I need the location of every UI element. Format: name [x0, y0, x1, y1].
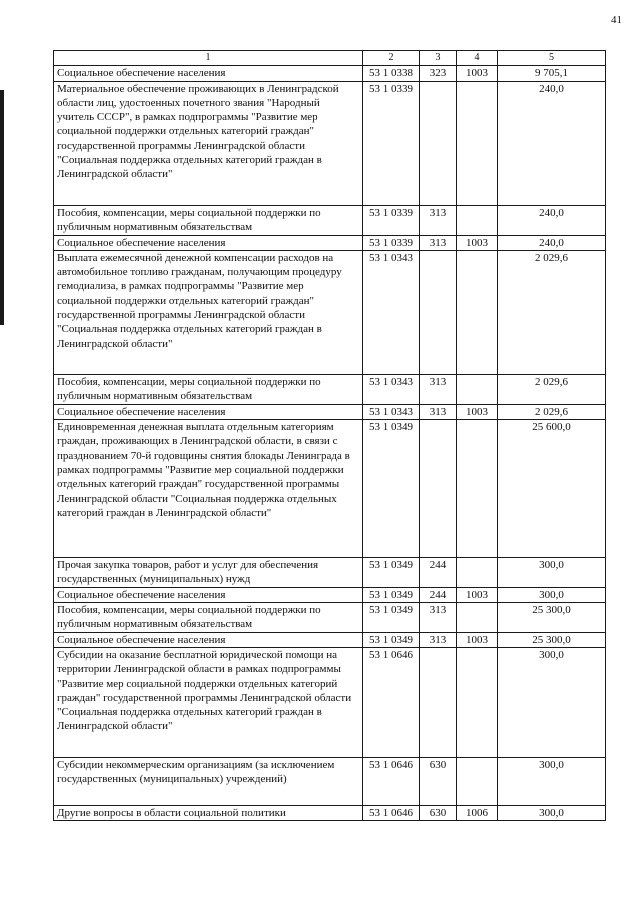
row-name: Социальное обеспечение населения — [54, 632, 363, 647]
row-sum: 240,0 — [498, 235, 606, 250]
row-rz: 1003 — [457, 66, 498, 81]
table-row — [54, 805, 606, 820]
row-sum: 300,0 — [498, 647, 606, 757]
row-rz — [457, 757, 498, 805]
row-name: Единовременная денежная выплата отдельным категориям граждан, проживающих в Ленинградской области, в связи с празднованием 70-й годовщины снятия блокады Ленинграда в рамках подпрограммы "Развитие мер социальной поддержки отдельных категорий граждан" государственной программы Ленинградской области "Социальная поддержка отдельных категорий граждан в Ленинградской области" — [54, 420, 363, 558]
row-code: 53 1 0349 — [363, 420, 420, 558]
row-name: Другие вопросы в области социальной политики — [54, 805, 363, 820]
row-rz: 1003 — [457, 404, 498, 419]
row-code: 53 1 0646 — [363, 647, 420, 757]
row-sum: 240,0 — [498, 205, 606, 235]
row-rz — [457, 603, 498, 633]
row-code: 53 1 0349 — [363, 587, 420, 602]
header-cell: 2 — [363, 51, 420, 66]
row-sum: 240,0 — [498, 81, 606, 205]
table-row — [54, 420, 606, 558]
row-rz: 1003 — [457, 587, 498, 602]
row-code: 53 1 0339 — [363, 235, 420, 250]
table-row — [54, 603, 606, 633]
row-rz — [457, 81, 498, 205]
row-sum: 25 300,0 — [498, 603, 606, 633]
row-vr — [420, 420, 457, 558]
header-cell: 5 — [498, 51, 606, 66]
header-cell: 1 — [54, 51, 363, 66]
row-rz — [457, 374, 498, 404]
row-rz — [457, 205, 498, 235]
page-number: 41 — [611, 14, 622, 26]
header-cell: 4 — [457, 51, 498, 66]
row-sum: 300,0 — [498, 757, 606, 805]
table-row — [54, 587, 606, 602]
row-name: Материальное обеспечение проживающих в Ленинградской области лиц, удостоенных почетного звания "Народный учитель СССР", в рамках подпрограммы "Развитие мер социальной поддержки отдельных категорий граждан" государственной программы Ленинградской области "Социальная поддержка отдельных категорий граждан в Ленинградской области" — [54, 81, 363, 205]
row-vr: 313 — [420, 205, 457, 235]
row-code: 53 1 0349 — [363, 632, 420, 647]
row-name: Прочая закупка товаров, работ и услуг для обеспечения государственных (муниципальных) нужд — [54, 558, 363, 588]
row-rz — [457, 420, 498, 558]
row-code: 53 1 0343 — [363, 250, 420, 374]
table-row — [54, 757, 606, 805]
row-vr: 313 — [420, 632, 457, 647]
table-row — [54, 205, 606, 235]
row-vr: 313 — [420, 235, 457, 250]
row-rz: 1006 — [457, 805, 498, 820]
row-vr: 630 — [420, 757, 457, 805]
table-row — [54, 250, 606, 374]
row-code: 53 1 0343 — [363, 404, 420, 419]
row-sum: 2 029,6 — [498, 404, 606, 419]
table-row — [54, 647, 606, 757]
row-sum: 25 600,0 — [498, 420, 606, 558]
row-vr: 630 — [420, 805, 457, 820]
row-vr: 244 — [420, 587, 457, 602]
table-row — [54, 81, 606, 205]
row-name: Субсидии некоммерческим организациям (за исключением государственных (муниципальных) учреждений) — [54, 757, 363, 805]
row-rz: 1003 — [457, 235, 498, 250]
row-name: Пособия, компенсации, меры социальной поддержки по публичным нормативным обязательствам — [54, 205, 363, 235]
row-code: 53 1 0349 — [363, 603, 420, 633]
row-sum: 2 029,6 — [498, 250, 606, 374]
row-name: Социальное обеспечение населения — [54, 404, 363, 419]
table-row — [54, 558, 606, 588]
row-vr — [420, 250, 457, 374]
row-vr: 323 — [420, 66, 457, 81]
row-name: Социальное обеспечение населения — [54, 66, 363, 81]
header-cell: 3 — [420, 51, 457, 66]
table-header-row — [54, 51, 606, 66]
row-rz — [457, 250, 498, 374]
row-vr: 313 — [420, 603, 457, 633]
table-row — [54, 235, 606, 250]
scan-edge-mark — [0, 90, 4, 325]
row-name: Пособия, компенсации, меры социальной поддержки по публичным нормативным обязательствам — [54, 603, 363, 633]
budget-table — [53, 50, 606, 821]
row-sum: 300,0 — [498, 587, 606, 602]
row-sum: 300,0 — [498, 805, 606, 820]
row-name: Пособия, компенсации, меры социальной поддержки по публичным нормативным обязательствам — [54, 374, 363, 404]
row-rz — [457, 647, 498, 757]
row-sum: 25 300,0 — [498, 632, 606, 647]
row-vr: 313 — [420, 404, 457, 419]
row-rz — [457, 558, 498, 588]
table-row — [54, 374, 606, 404]
row-code: 53 1 0646 — [363, 757, 420, 805]
row-sum: 300,0 — [498, 558, 606, 588]
row-code: 53 1 0349 — [363, 558, 420, 588]
row-code: 53 1 0338 — [363, 66, 420, 81]
table-row — [54, 632, 606, 647]
row-sum: 2 029,6 — [498, 374, 606, 404]
row-code: 53 1 0339 — [363, 205, 420, 235]
row-name: Субсидии на оказание бесплатной юридической помощи на территории Ленинградской области в рамках подпрограммы "Развитие мер социальной поддержки отдельных категорий граждан" государственной программы Ленинградской области "Социальная поддержка отдельных категорий граждан в Ленинградской области" — [54, 647, 363, 757]
row-vr: 244 — [420, 558, 457, 588]
row-name: Социальное обеспечение населения — [54, 587, 363, 602]
row-vr: 313 — [420, 374, 457, 404]
row-code: 53 1 0343 — [363, 374, 420, 404]
row-code: 53 1 0339 — [363, 81, 420, 205]
row-rz: 1003 — [457, 632, 498, 647]
row-name: Выплата ежемесячной денежной компенсации расходов на автомобильное топливо гражданам, получающим процедуру гемодиализа, в рамках подпрограммы "Развитие мер социальной поддержки отдельных категорий граждан" государственной программы Ленинградской области "Социальная поддержка отдельных категорий граждан в Ленинградской области" — [54, 250, 363, 374]
row-name: Социальное обеспечение населения — [54, 235, 363, 250]
table-row — [54, 404, 606, 419]
row-vr — [420, 647, 457, 757]
row-sum: 9 705,1 — [498, 66, 606, 81]
row-code: 53 1 0646 — [363, 805, 420, 820]
row-vr — [420, 81, 457, 205]
table-row — [54, 66, 606, 81]
